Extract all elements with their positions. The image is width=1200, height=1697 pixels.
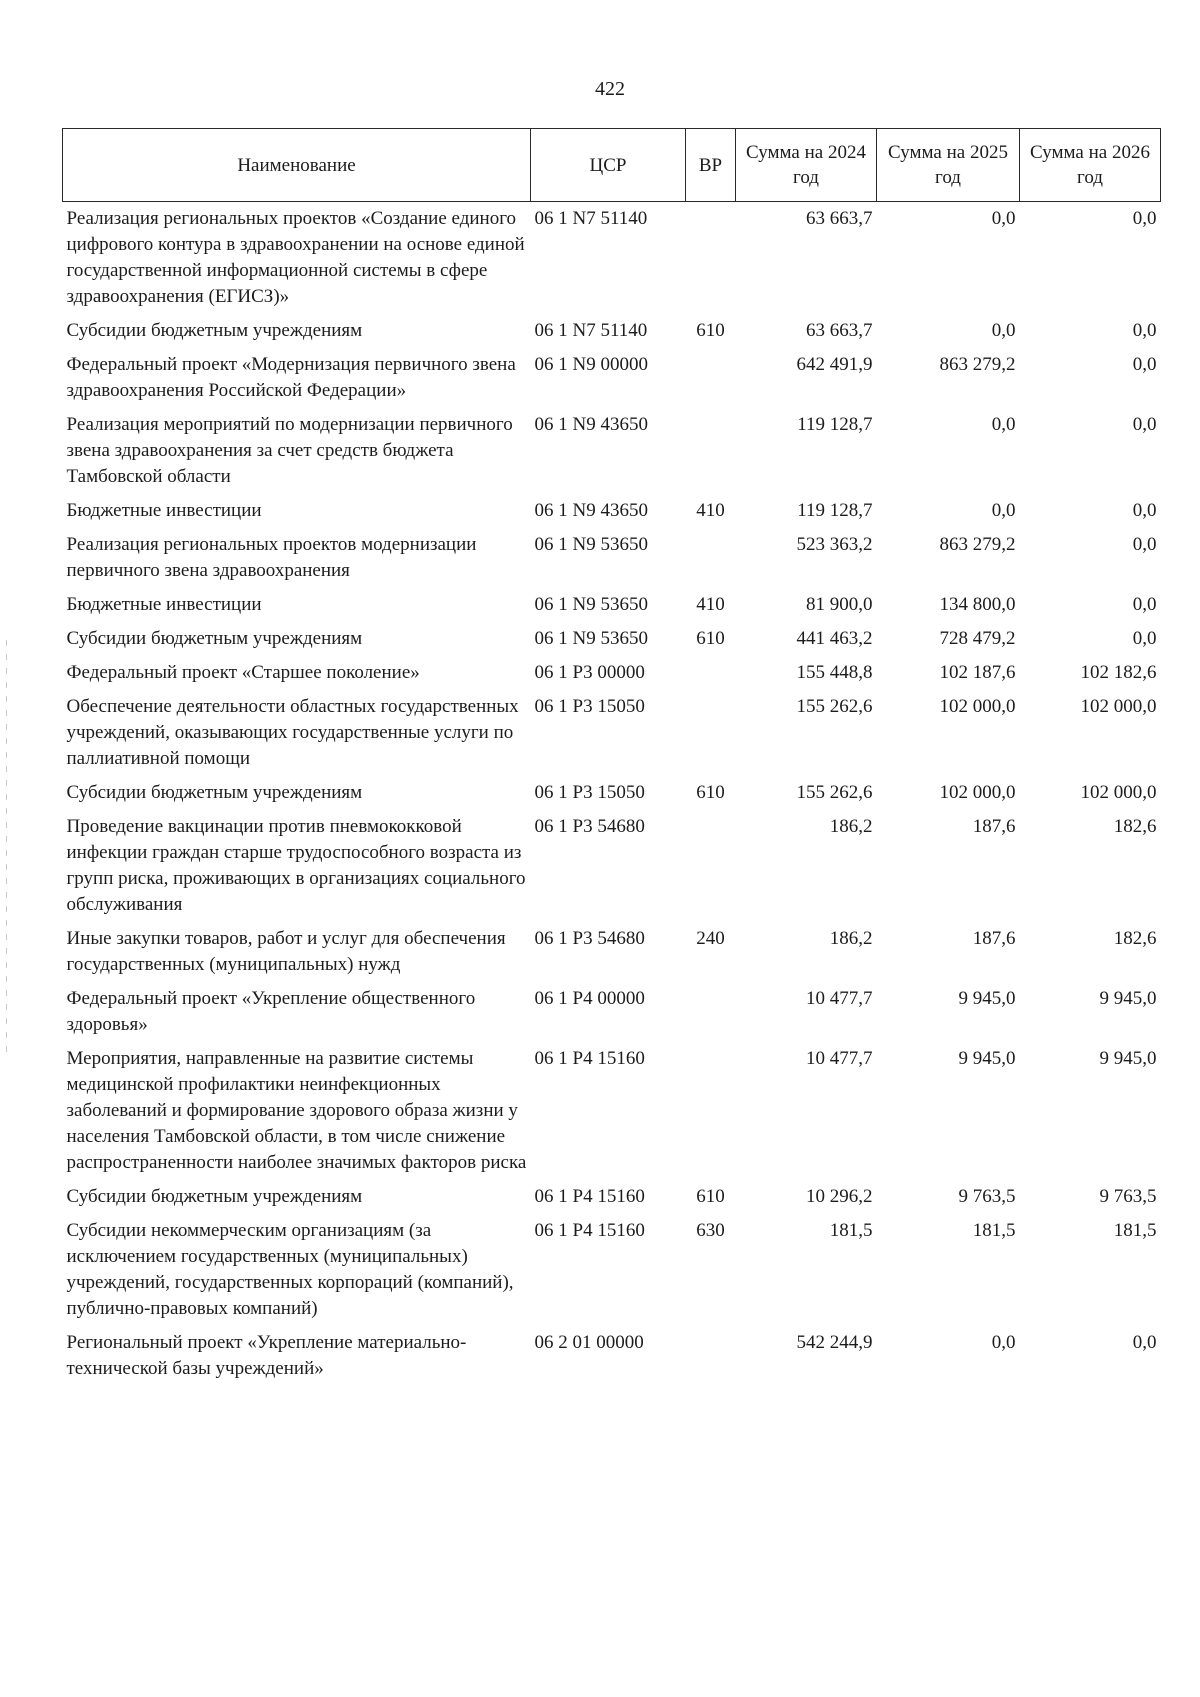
row-csr: 06 1 P3 54680	[534, 928, 645, 949]
row-sum-2025: 0,0	[991, 414, 1016, 435]
table-row	[63, 314, 1161, 348]
row-sum-2025: 134 800,0	[939, 594, 1016, 615]
row-sum-2024: 186,2	[829, 928, 873, 949]
row-sum-2026: 0,0	[1132, 628, 1157, 649]
scan-edge-mark	[6, 640, 7, 1060]
table-row	[63, 690, 1161, 776]
row-sum-2026: 182,6	[1113, 928, 1157, 949]
row-sum-2024: 181,5	[829, 1220, 873, 1241]
row-csr: 06 1 P4 00000	[534, 988, 645, 1009]
row-sum-2024: 10 477,7	[806, 1048, 873, 1069]
table-row	[63, 922, 1161, 982]
row-vr	[686, 1326, 736, 1386]
row-sum-2024: 186,2	[829, 816, 873, 837]
row-name: Субсидии бюджетным учреждениям	[66, 628, 363, 649]
row-vr	[686, 690, 736, 776]
row-csr: 06 2 01 00000	[534, 1332, 644, 1353]
row-csr: 06 1 N9 43650	[534, 414, 648, 435]
row-sum-2024: 155 262,6	[796, 782, 873, 803]
row-sum-2026: 0,0	[1132, 354, 1157, 375]
budget-table	[62, 128, 1161, 1386]
row-name: Субсидии некоммерческим организациям (за исключением государственных (муниципальных) учреждений, государственных корпораций (компаний), публично-правовых компаний)	[66, 1220, 514, 1319]
row-vr: 610	[696, 320, 725, 341]
row-sum-2026: 0,0	[1132, 534, 1157, 555]
row-sum-2026: 0,0	[1132, 500, 1157, 521]
row-name: Бюджетные инвестиции	[66, 594, 262, 615]
row-vr	[686, 1042, 736, 1180]
row-sum-2026: 9 763,5	[1099, 1186, 1157, 1207]
row-sum-2026: 102 000,0	[1080, 782, 1157, 803]
table-row	[63, 408, 1161, 494]
row-name: Бюджетные инвестиции	[66, 500, 262, 521]
table-header-row	[63, 129, 1161, 202]
row-sum-2024: 10 477,7	[806, 988, 873, 1009]
row-sum-2024: 119 128,7	[797, 414, 873, 435]
header-sum-2025: Сумма на 2025 год	[877, 129, 1020, 202]
row-csr: 06 1 P4 15160	[534, 1186, 645, 1207]
table-row	[63, 588, 1161, 622]
row-vr	[686, 408, 736, 494]
row-vr	[686, 348, 736, 408]
row-sum-2024: 642 491,9	[796, 354, 873, 375]
row-csr: 06 1 P3 15050	[534, 696, 645, 717]
row-sum-2024: 441 463,2	[796, 628, 873, 649]
table-row	[63, 810, 1161, 922]
table-row	[63, 776, 1161, 810]
row-vr: 410	[696, 594, 725, 615]
row-sum-2024: 119 128,7	[797, 500, 873, 521]
row-csr: 06 1 P4 15160	[534, 1220, 645, 1241]
row-sum-2024: 63 663,7	[806, 320, 873, 341]
row-vr	[686, 982, 736, 1042]
row-sum-2025: 0,0	[991, 1332, 1016, 1353]
row-name: Реализация региональных проектов модернизации первичного звена здравоохранения	[66, 534, 477, 581]
row-sum-2025: 187,6	[972, 928, 1016, 949]
table-row	[63, 656, 1161, 690]
row-name: Региональный проект «Укрепление материально-технической базы учреждений»	[66, 1332, 467, 1379]
page-number: 422	[595, 78, 625, 100]
table-body	[63, 202, 1161, 1387]
row-vr: 610	[696, 782, 725, 803]
row-sum-2025: 728 479,2	[939, 628, 1016, 649]
row-csr: 06 1 N7 51140	[534, 320, 648, 341]
row-sum-2025: 0,0	[991, 208, 1016, 229]
header-name: Наименование	[63, 129, 531, 202]
row-name: Федеральный проект «Старшее поколение»	[66, 662, 420, 683]
table-row	[63, 1180, 1161, 1214]
row-name: Обеспечение деятельности областных государственных учреждений, оказывающих государственные услуги по паллиативной помощи	[66, 696, 519, 769]
row-name: Мероприятия, направленные на развитие системы медицинской профилактики неинфекционных заболеваний и формирование здорового образа жизни у населения Тамбовской области, в том числе снижение распространенности наиболее значимых факторов риска	[66, 1048, 527, 1173]
header-sum-2024: Сумма на 2024 год	[736, 129, 877, 202]
row-sum-2026: 0,0	[1132, 320, 1157, 341]
row-sum-2026: 9 945,0	[1099, 1048, 1157, 1069]
row-sum-2026: 0,0	[1132, 414, 1157, 435]
row-sum-2025: 9 763,5	[958, 1186, 1016, 1207]
row-sum-2024: 155 448,8	[796, 662, 873, 683]
row-csr: 06 1 P3 54680	[534, 816, 645, 837]
row-sum-2024: 10 296,2	[806, 1186, 873, 1207]
row-sum-2025: 0,0	[991, 320, 1016, 341]
row-name: Проведение вакцинации против пневмококковой инфекции граждан старше трудоспособного возраста из групп риска, проживающих в организациях социального обслуживания	[66, 816, 526, 915]
row-sum-2026: 102 000,0	[1080, 696, 1157, 717]
row-sum-2024: 542 244,9	[796, 1332, 873, 1353]
row-sum-2025: 0,0	[991, 500, 1016, 521]
row-sum-2025: 102 187,6	[939, 662, 1016, 683]
row-vr	[686, 656, 736, 690]
row-name: Иные закупки товаров, работ и услуг для обеспечения государственных (муниципальных) нужд	[66, 928, 506, 975]
row-sum-2026: 181,5	[1113, 1220, 1157, 1241]
row-sum-2025: 102 000,0	[939, 782, 1016, 803]
row-name: Реализация мероприятий по модернизации первичного звена здравоохранения за счет средств бюджета Тамбовской области	[66, 414, 513, 487]
row-sum-2026: 182,6	[1113, 816, 1157, 837]
row-csr: 06 1 N9 53650	[534, 594, 648, 615]
row-name: Реализация региональных проектов «Создание единого цифрового контура в здравоохранении на основе единой государственной информационной системы в сфере здравоохранения (ЕГИСЗ)»	[66, 208, 525, 307]
table-row	[63, 348, 1161, 408]
row-csr: 06 1 N9 00000	[534, 354, 648, 375]
row-vr: 240	[696, 928, 725, 949]
row-sum-2025: 187,6	[972, 816, 1016, 837]
row-name: Субсидии бюджетным учреждениям	[66, 782, 363, 803]
row-sum-2025: 181,5	[972, 1220, 1016, 1241]
row-sum-2024: 523 363,2	[796, 534, 873, 555]
table-row	[63, 494, 1161, 528]
table-row	[63, 202, 1161, 315]
table-row	[63, 622, 1161, 656]
header-csr: ЦСР	[531, 129, 686, 202]
row-sum-2025: 863 279,2	[939, 534, 1016, 555]
row-name: Субсидии бюджетным учреждениям	[66, 1186, 363, 1207]
header-vr: ВР	[686, 129, 736, 202]
row-vr: 410	[696, 500, 725, 521]
header-sum-2026: Сумма на 2026 год	[1020, 129, 1161, 202]
row-csr: 06 1 N7 51140	[534, 208, 648, 229]
row-name: Федеральный проект «Модернизация первичного звена здравоохранения Российской Федерации»	[66, 354, 516, 401]
row-sum-2024: 81 900,0	[806, 594, 873, 615]
row-csr: 06 1 P3 00000	[534, 662, 645, 683]
row-sum-2025: 9 945,0	[958, 1048, 1016, 1069]
row-sum-2025: 9 945,0	[958, 988, 1016, 1009]
row-csr: 06 1 P3 15050	[534, 782, 645, 803]
row-sum-2026: 9 945,0	[1099, 988, 1157, 1009]
row-vr	[686, 810, 736, 922]
table-row	[63, 1042, 1161, 1180]
row-csr: 06 1 N9 53650	[534, 628, 648, 649]
table-row	[63, 1214, 1161, 1326]
row-vr	[686, 528, 736, 588]
row-sum-2026: 0,0	[1132, 594, 1157, 615]
row-vr: 610	[696, 1186, 725, 1207]
row-sum-2025: 102 000,0	[939, 696, 1016, 717]
row-vr: 630	[696, 1220, 725, 1241]
row-sum-2024: 63 663,7	[806, 208, 873, 229]
row-sum-2024: 155 262,6	[796, 696, 873, 717]
row-sum-2025: 863 279,2	[939, 354, 1016, 375]
row-sum-2026: 0,0	[1132, 1332, 1157, 1353]
row-sum-2026: 102 182,6	[1080, 662, 1157, 683]
row-csr: 06 1 N9 43650	[534, 500, 648, 521]
row-vr: 610	[696, 628, 725, 649]
table-row	[63, 1326, 1161, 1386]
row-csr: 06 1 P4 15160	[534, 1048, 645, 1069]
row-sum-2026: 0,0	[1132, 208, 1157, 229]
row-name: Субсидии бюджетным учреждениям	[66, 320, 363, 341]
row-csr: 06 1 N9 53650	[534, 534, 648, 555]
table-row	[63, 528, 1161, 588]
table-row	[63, 982, 1161, 1042]
row-name: Федеральный проект «Укрепление общественного здоровья»	[66, 988, 476, 1035]
row-vr	[686, 202, 736, 315]
